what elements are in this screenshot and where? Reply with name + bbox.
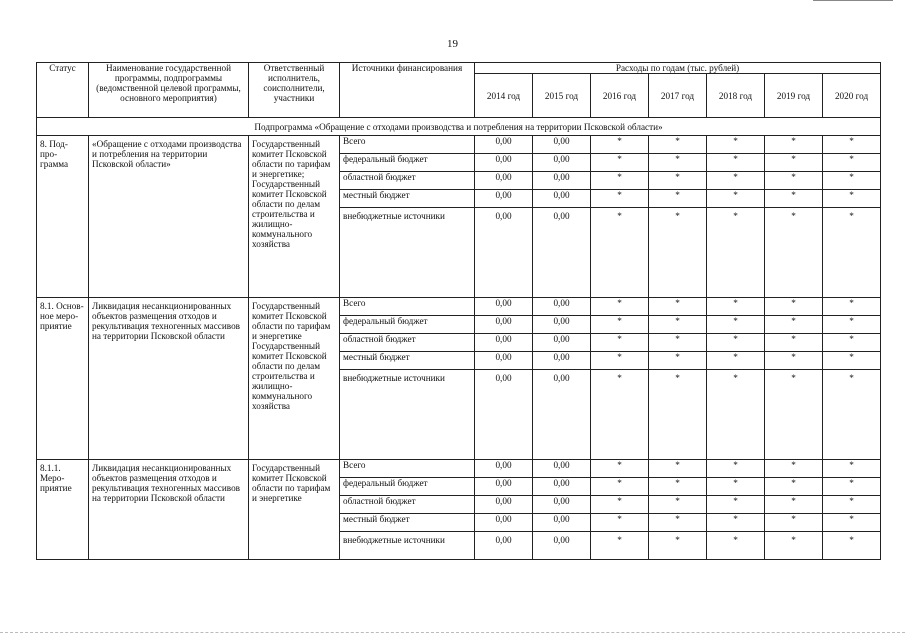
header-expenses: Расходы по годам (тыс. рублей) [475,63,881,74]
cell-value: * [823,136,881,154]
cell-value: * [591,370,649,460]
cell-status: 8.1. Основ-ное меро-приятие [37,298,89,460]
cell-value: * [649,460,707,478]
cell-value: * [823,298,881,316]
cell-value: * [707,208,765,298]
cell-value: 0,00 [475,136,533,154]
cell-value: * [649,298,707,316]
cell-source: федеральный бюджет [340,154,475,172]
cell-value: * [765,190,823,208]
cell-value: * [591,478,649,496]
cell-value: * [707,298,765,316]
cell-value: * [591,208,649,298]
cell-name: Ликвидация несанкционированных объектов размещения отходов и рекультивация техногенных массивов на территории Псковской области [89,460,249,560]
cell-value: * [823,496,881,514]
cell-value: 0,00 [475,334,533,352]
header-year: 2016 год [591,74,649,118]
page-number: 19 [447,38,458,50]
cell-value: 0,00 [533,352,591,370]
cell-value: 0,00 [475,298,533,316]
cell-source: федеральный бюджет [340,316,475,334]
cell-value: * [649,154,707,172]
cell-value: 0,00 [533,460,591,478]
cell-value: * [765,316,823,334]
cell-value: * [765,136,823,154]
cell-source: областной бюджет [340,334,475,352]
cell-value: * [591,460,649,478]
budget-table [36,62,881,560]
cell-value: * [823,190,881,208]
cell-value: * [765,460,823,478]
cell-value: * [765,154,823,172]
cell-value: 0,00 [475,370,533,460]
cell-value: * [707,478,765,496]
cell-value: 0,00 [533,316,591,334]
cell-value: * [765,514,823,532]
header-executor: Ответственный исполнитель, соисполнители, участники [249,63,340,118]
cell-value: * [765,496,823,514]
cell-source: Всего [340,136,475,154]
cell-value: 0,00 [475,172,533,190]
cell-value: 0,00 [475,532,533,560]
cell-value: 0,00 [533,370,591,460]
cell-value: * [649,370,707,460]
cell-value: * [591,190,649,208]
cell-value: * [591,532,649,560]
header-name: Наименование государственной программы, подпрограммы (ведомственной целевой программы, основного мероприятия) [89,63,249,118]
subprogram-title: Подпрограмма «Обращение с отходами производства и потребления на территории Псковской области» [37,118,881,136]
cell-value: 0,00 [533,496,591,514]
cell-executor: Государственный комитет Псковской области по тарифам и энергетике [249,460,340,560]
cell-value: 0,00 [475,190,533,208]
cell-value: * [765,478,823,496]
cell-value: * [765,298,823,316]
cell-source: внебюджетные источники [340,208,475,298]
cell-value: * [823,478,881,496]
cell-source: федеральный бюджет [340,478,475,496]
cell-value: * [649,514,707,532]
cell-value: * [823,370,881,460]
cell-value: * [649,316,707,334]
cell-value: 0,00 [533,334,591,352]
table-row [37,460,881,478]
cell-value: 0,00 [475,352,533,370]
cell-source: местный бюджет [340,514,475,532]
cell-value: * [707,532,765,560]
cell-value: 0,00 [533,190,591,208]
cell-value: * [823,316,881,334]
cell-source: Всего [340,298,475,316]
cell-status: 8. Под-про-грамма [37,136,89,298]
cell-value: * [707,496,765,514]
cell-value: * [591,172,649,190]
cell-source: внебюджетные источники [340,370,475,460]
cell-value: * [823,514,881,532]
cell-value: * [591,352,649,370]
cell-value: * [591,316,649,334]
cell-value: * [649,190,707,208]
cell-value: * [649,136,707,154]
cell-status: 8.1.1. Меро-приятие [37,460,89,560]
header-status: Статус [37,63,89,118]
cell-value: * [591,298,649,316]
cell-value: * [707,154,765,172]
cell-value: * [707,334,765,352]
cell-value: * [823,208,881,298]
header-sources: Источники финансирования [340,63,475,118]
cell-value: * [823,334,881,352]
header-year: 2014 год [475,74,533,118]
cell-value: * [707,172,765,190]
cell-value: * [591,334,649,352]
cell-value: * [649,334,707,352]
cell-name: Ликвидация несанкционированных объектов размещения отходов и рекультивация техногенных массивов на территории Псковской области [89,298,249,460]
cell-source: местный бюджет [340,352,475,370]
cell-value: * [765,334,823,352]
cell-source: областной бюджет [340,172,475,190]
cell-value: * [649,478,707,496]
cell-value: 0,00 [533,208,591,298]
cell-value: 0,00 [533,154,591,172]
cell-source: Всего [340,460,475,478]
header-year: 2019 год [765,74,823,118]
cell-value: * [765,208,823,298]
cell-value: 0,00 [475,478,533,496]
cell-value: * [707,190,765,208]
cell-value: 0,00 [533,532,591,560]
cell-value: * [649,208,707,298]
cell-value: * [707,136,765,154]
cell-value: * [765,532,823,560]
bottom-scan-line [0,632,905,633]
cell-value: * [823,460,881,478]
cell-value: 0,00 [533,136,591,154]
top-edge-mark [813,0,893,1]
cell-value: * [591,496,649,514]
cell-value: 0,00 [475,496,533,514]
header-year: 2015 год [533,74,591,118]
header-year: 2017 год [649,74,707,118]
table-row [37,298,881,316]
cell-name: «Обращение с отходами производства и потребления на территории Псковской области» [89,136,249,298]
cell-executor: Государственный комитет Псковской области по тарифам и энергетике Государственный комитет Псковской области по делам строительства и жилищно-коммунального хозяйства [249,298,340,460]
cell-executor: Государственный комитет Псковской области по тарифам и энергетике; Государственный комитет Псковской области по делам строительства и жилищно-коммунального хозяйства [249,136,340,298]
cell-value: * [765,352,823,370]
cell-value: * [591,136,649,154]
cell-value: * [649,532,707,560]
cell-source: местный бюджет [340,190,475,208]
cell-value: * [823,172,881,190]
cell-value: * [765,370,823,460]
cell-value: * [591,154,649,172]
header-year: 2020 год [823,74,881,118]
cell-value: * [707,514,765,532]
cell-value: * [591,514,649,532]
cell-value: * [707,316,765,334]
cell-value: * [823,352,881,370]
header-year: 2018 год [707,74,765,118]
cell-value: 0,00 [533,298,591,316]
cell-value: 0,00 [475,514,533,532]
cell-value: 0,00 [475,316,533,334]
cell-value: * [707,352,765,370]
cell-value: * [707,460,765,478]
cell-value: * [649,496,707,514]
cell-value: * [765,172,823,190]
cell-value: 0,00 [475,154,533,172]
cell-source: областной бюджет [340,496,475,514]
cell-value: * [823,154,881,172]
cell-value: 0,00 [475,208,533,298]
cell-value: 0,00 [533,514,591,532]
table-row [37,136,881,154]
cell-value: 0,00 [475,460,533,478]
cell-value: * [649,352,707,370]
cell-value: * [823,532,881,560]
cell-value: * [707,370,765,460]
cell-value: 0,00 [533,478,591,496]
cell-value: 0,00 [533,172,591,190]
table-body [37,118,881,560]
cell-source: внебюджетные источники [340,532,475,560]
cell-value: * [649,172,707,190]
